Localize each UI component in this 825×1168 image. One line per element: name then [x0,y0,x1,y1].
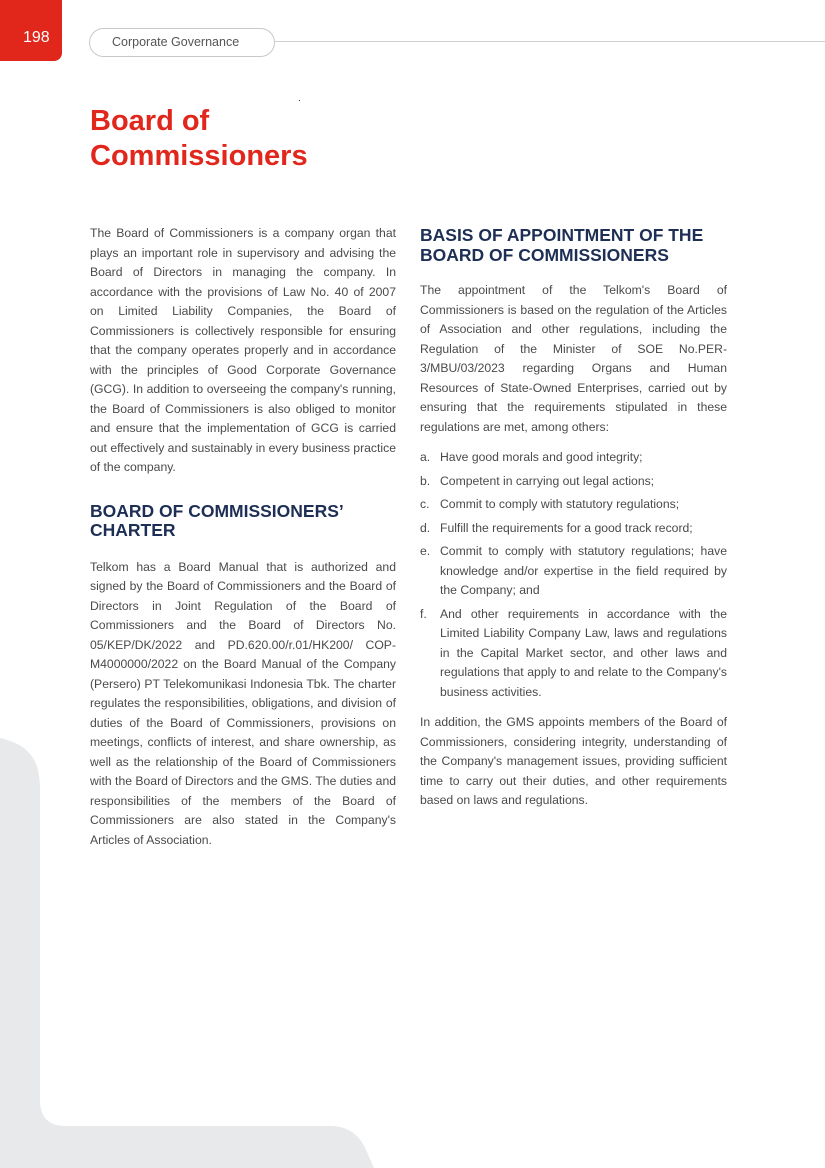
intro-paragraph: The Board of Commissioners is a company organ that plays an important role in supervisory and advising the Board of Directors in managing the company. In accordance with the provisions of Law No. 40 of 2007 on Limited Liability Companies, the Board of Commissioners is collectively responsible for ensuring that the company operates properly and in accordance with the principles of Good Corporate Governance (GCG). In addition to overseeing the company's running, the Board of Commissioners is also obliged to monitor and ensure that the implementation of GCG is carried out effectively and sustainably in every business practice of the company. [90,226,396,474]
list-marker: b. [420,473,431,488]
list-item-text: Fulfill the requirements for a good track record; [440,520,693,535]
list-item-text: Commit to comply with statutory regulations; have knowledge and/or expertise in the field required by the Company; and [440,544,727,597]
list-marker: f. [420,606,427,621]
charter-paragraph: Telkom has a Board Manual that is authorized and signed by the Board of Commissioners and the Board of Directors in Joint Regulation of the Board of Commissioners and the Board of Directors No. 05/KEP/DK/2022 and PD.620.00/r.01/HK200/ COP-M4000000/2022 on the Board Manual of the Company (Persero) PT Telekomunikasi Indonesia Tbk. The charter regulates the responsibilities, obligations, and division of duties of the Board of Commissioners, provisions on meetings, conflicts of interest, and share ownership, as well as the relationship of the Board of Commissioners with the Board of Directors and the GMS. The duties and responsibilities of the members of the Board of Commissioners are also stated in the Company's Articles of Association. [90,559,396,847]
list-item [420,605,727,703]
list-item [420,448,727,468]
list-item-text: And other requirements in accordance with the Limited Liability Company Law, laws and regulations in the Capital Market sector, and other laws and regulations that apply to and relate to the Company's business activities. [440,606,727,699]
list-marker: d. [420,520,431,535]
appointment-heading: BASIS OF APPOINTMENT OF THE BOARD OF COMMISSIONERS [420,225,704,265]
page-title: Board of Commissioners [90,105,308,172]
list-item-text: Have good morals and good integrity; [440,450,643,464]
list-item [420,472,727,492]
stray-dot [299,100,300,101]
charter-heading: BOARD OF COMMISSIONERS’ CHARTER [90,500,343,540]
list-marker: a. [420,450,431,464]
header-divider [275,41,825,42]
page-number: 198 [23,29,50,46]
list-marker: e. [420,544,431,558]
requirements-list [420,448,727,702]
list-item [420,542,727,601]
list-item [420,495,727,515]
list-item [420,519,727,539]
appointment-paragraph: The appointment of the Telkom's Board of Commissioners is based on the regulation of the Articles of Association and other regulations, including the Regulation of the Minister of SOE No.PER-3/MBU/03/2023 regarding Organs and Human Resources of State-Owned Enterprises, carried out by ensuring that the requirements stipulated in these regulations are met, among others: [420,283,727,434]
right-column [420,224,727,811]
list-marker: c. [420,497,430,511]
closing-paragraph: In addition, the GMS appoints members of the Board of Commissioners, considering integrity, understanding of the Company's management issues, providing sufficient time to carry out their duties, and other requirements based on laws and regulations. [420,715,727,807]
page-number-badge [0,0,62,61]
list-item-text: Competent in carrying out legal actions; [440,473,655,488]
left-column [90,224,396,850]
section-label-text: Corporate Governance [112,35,240,49]
section-label [89,28,275,57]
list-item-text: Commit to comply with statutory regulations; [440,497,680,511]
